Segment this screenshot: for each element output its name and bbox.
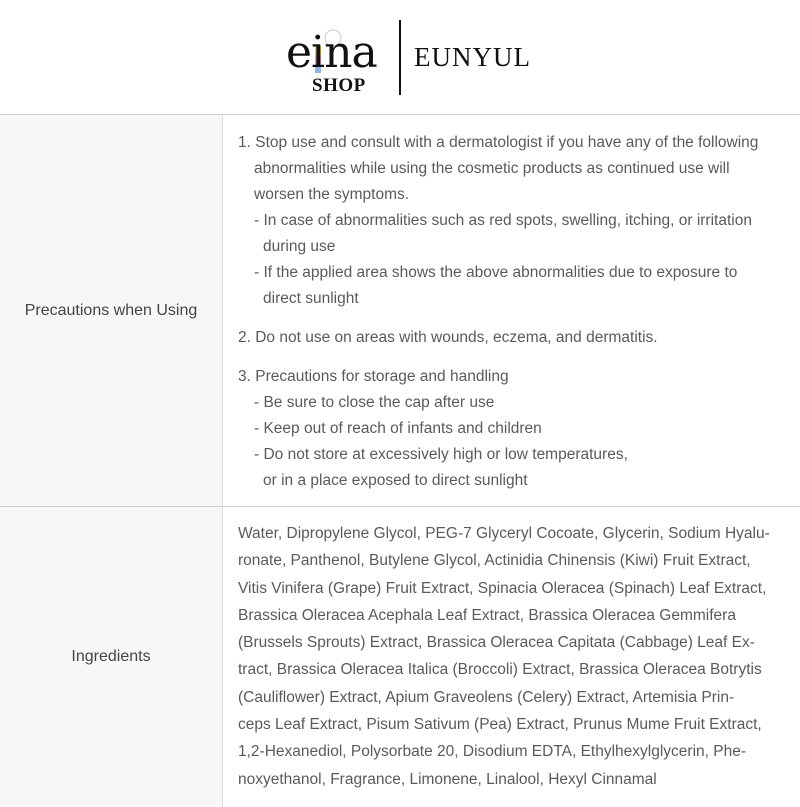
ingredient-line: ronate, Panthenol, Butylene Glycol, Actinidia Chinensis (Kiwi) Fruit Extract, bbox=[238, 552, 751, 570]
header-divider bbox=[399, 20, 401, 95]
ingredient-line: tract, Brassica Oleracea Italica (Broccoli) Extract, Brassica Oleracea Botrytis bbox=[238, 661, 762, 679]
ingredient-line: noxyethanol, Fragrance, Limonene, Linalool, Hexyl Cinnamal bbox=[238, 770, 657, 788]
precaution-sub-line: or in a place exposed to direct sunlight bbox=[263, 472, 528, 489]
precaution-sub-line: - Do not store at excessively high or low temperatures, bbox=[254, 446, 628, 463]
logo-eina-text: eina bbox=[286, 27, 377, 78]
precaution-sub-line: during use bbox=[263, 238, 336, 255]
header bbox=[0, 0, 800, 115]
precautions-label: Precautions when Using bbox=[0, 115, 223, 507]
precaution-line: 2. Do not use on areas with wounds, eczema, and dermatitis. bbox=[238, 329, 658, 346]
ingredient-line: (Cauliflower) Extract, Apium Graveolens (Celery) Extract, Artemisia Prin- bbox=[238, 688, 735, 706]
precaution-sub-line: - In case of abnormalities such as red spots, swelling, itching, or irritation bbox=[254, 212, 752, 229]
section-gap bbox=[238, 351, 770, 364]
ingredient-line: Brassica Oleracea Acephala Leaf Extract, Brassica Oleracea Gemmifera bbox=[238, 606, 736, 624]
eina-shop-logo[interactable] bbox=[286, 28, 386, 98]
precaution-line: 3. Precautions for storage and handling bbox=[238, 368, 509, 385]
section-gap bbox=[238, 312, 770, 325]
ingredients-row bbox=[0, 506, 800, 807]
ingredient-line: Water, Dipropylene Glycol, PEG-7 Glyceryl Cocoate, Glycerin, Sodium Hyalu- bbox=[238, 525, 770, 542]
precaution-sub-line: - Be sure to close the cap after use bbox=[254, 394, 495, 411]
precaution-line: 1. Stop use and consult with a dermatologist if you have any of the following bbox=[238, 134, 759, 151]
precaution-sub-line: - If the applied area shows the above abnormalities due to exposure to bbox=[254, 264, 738, 281]
ingredients-content bbox=[238, 520, 770, 793]
precaution-line: worsen the symptoms. bbox=[254, 186, 410, 203]
ingredient-line: Vitis Vinifera (Grape) Fruit Extract, Spinacia Oleracea (Spinach) Leaf Extract, bbox=[238, 579, 767, 597]
ingredients-label: Ingredients bbox=[0, 507, 223, 807]
precautions-content bbox=[238, 130, 770, 494]
precaution-sub-line: direct sunlight bbox=[263, 290, 359, 307]
ingredient-line: 1,2-Hexanediol, Polysorbate 20, Disodium EDTA, Ethylhexylglycerin, Phe- bbox=[238, 743, 747, 761]
ingredient-line: ceps Leaf Extract, Pisum Sativum (Pea) Extract, Prunus Mume Fruit Extract, bbox=[238, 716, 762, 734]
precaution-line: abnormalities while using the cosmetic products as continued use will bbox=[254, 160, 730, 177]
precaution-sub-line: - Keep out of reach of infants and children bbox=[254, 420, 542, 437]
logo-shop-text: SHOP bbox=[312, 75, 366, 96]
precautions-row bbox=[0, 114, 800, 507]
brand-name: EUNYUL bbox=[414, 42, 531, 72]
ingredient-line: (Brussels Sprouts) Extract, Brassica Oleracea Capitata (Cabbage) Leaf Ex- bbox=[238, 634, 755, 652]
